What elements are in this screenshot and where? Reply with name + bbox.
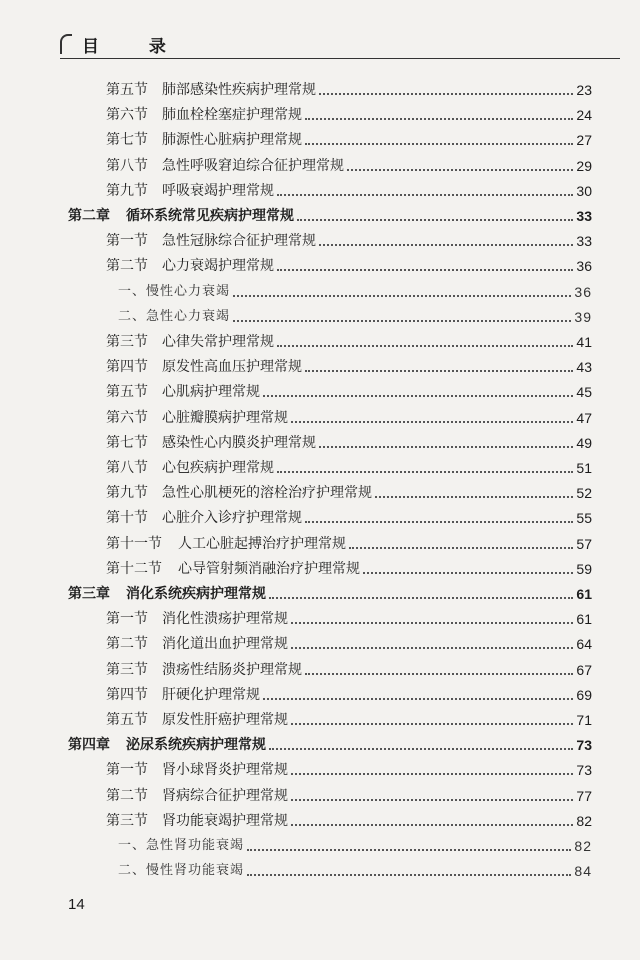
toc-entry-title: 原发性肝癌护理常规 — [162, 712, 288, 728]
dot-leader — [263, 698, 573, 700]
toc-entry-number: 第一节 — [106, 762, 148, 779]
toc-section-row[interactable] — [106, 477, 592, 501]
toc-entry-number: 第六节 — [106, 107, 148, 124]
toc-entry-title: 消化道出血护理常规 — [162, 636, 288, 653]
toc-entry-title: 原发性高血压护理常规 — [162, 359, 302, 376]
dot-leader — [349, 547, 573, 549]
toc-entry-title: 一、急性肾功能衰竭 — [118, 838, 245, 853]
toc-entry-page: 41 — [576, 334, 592, 350]
dot-leader — [269, 597, 573, 599]
dot-leader — [291, 773, 573, 775]
toc-section-row[interactable] — [106, 351, 592, 375]
dot-leader — [319, 93, 573, 95]
dot-leader — [291, 647, 573, 649]
toc-entry-title: 人工心脏起搏治疗护理常规 — [178, 535, 346, 552]
toc-entry-title: 急性呼吸窘迫综合征护理常规 — [162, 157, 344, 174]
toc-chapter-row[interactable] — [68, 729, 592, 753]
toc-entry-page: 73 — [576, 762, 592, 779]
bracket-ornament-icon — [60, 34, 72, 54]
toc-section-row[interactable] — [106, 250, 592, 274]
toc-entry-number: 第七节 — [106, 132, 148, 149]
dot-leader — [247, 849, 571, 851]
toc-entry-number: 第十节 — [106, 510, 148, 527]
toc-entry-number: 第七节 — [106, 434, 148, 451]
toc-entry-number: 第八节 — [106, 460, 148, 476]
toc-entry-title: 肺部感染性疾病护理常规 — [162, 82, 316, 98]
toc-entry-number: 第二节 — [106, 787, 148, 804]
toc-entry-title: 循环系统常见疾病护理常规 — [126, 208, 294, 224]
toc-entry-title: 心肌病护理常规 — [162, 384, 260, 401]
toc-entry-page: 61 — [576, 611, 592, 628]
page-title: 目 录 — [82, 37, 188, 57]
toc-entry-page: 33 — [576, 233, 592, 250]
toc-entry-title: 消化性溃疡护理常规 — [162, 611, 288, 628]
dot-leader — [305, 143, 573, 145]
dot-leader — [375, 496, 573, 498]
toc-entry-page: 82 — [574, 838, 592, 854]
dot-leader — [319, 446, 573, 448]
toc-entry-title: 心脏介入诊疗护理常规 — [162, 510, 302, 527]
dot-leader — [233, 320, 571, 322]
dot-leader — [305, 521, 573, 523]
dot-leader — [291, 723, 573, 725]
toc-entry-title: 肺血栓栓塞症护理常规 — [162, 107, 302, 124]
toc-section-row[interactable] — [106, 427, 592, 451]
dot-leader — [291, 622, 573, 624]
toc-section-row[interactable] — [106, 452, 592, 476]
dot-leader — [319, 244, 573, 246]
toc-subsection-row[interactable] — [118, 855, 592, 879]
dot-leader — [305, 118, 573, 120]
toc-entry-number: 第十一节 — [106, 535, 162, 552]
toc-entry-number: 第四节 — [106, 686, 148, 703]
toc-entry-number: 第十二节 — [106, 560, 162, 577]
header-rule — [60, 58, 620, 59]
toc-entry-page: 84 — [574, 863, 592, 880]
dot-leader — [277, 471, 573, 473]
dot-leader — [291, 824, 573, 826]
dot-leader — [277, 194, 573, 196]
dot-leader — [269, 748, 573, 750]
toc-entry-number: 第三章 — [68, 586, 110, 602]
toc-entry-page: 47 — [576, 409, 592, 426]
toc-entry-number: 第二章 — [68, 208, 110, 224]
toc-entry-page: 71 — [576, 712, 592, 728]
toc-entry-number: 第九节 — [106, 182, 148, 199]
toc-entry-page: 33 — [576, 208, 592, 224]
dot-leader — [233, 295, 571, 297]
toc-entry-title: 肾功能衰竭护理常规 — [162, 812, 288, 829]
toc-entry-number: 第四节 — [106, 359, 148, 376]
toc-entry-page: 24 — [576, 107, 592, 124]
toc-section-row[interactable] — [106, 754, 592, 778]
toc-entry-page: 29 — [576, 157, 592, 174]
toc-entry-number: 第八节 — [106, 157, 148, 174]
toc-section-row[interactable] — [106, 654, 592, 678]
toc-entry-title: 肺源性心脏病护理常规 — [162, 132, 302, 149]
toc-section-row[interactable] — [106, 628, 592, 652]
toc-entry-page: 82 — [576, 812, 592, 829]
toc-entry-page: 27 — [576, 132, 592, 149]
toc-section-row[interactable] — [106, 99, 592, 123]
dot-leader — [305, 370, 573, 372]
toc-section-row[interactable] — [106, 376, 592, 400]
toc-entry-number: 第三节 — [106, 812, 148, 829]
toc-entry-number: 第五节 — [106, 82, 148, 98]
toc-entry-title: 心律失常护理常规 — [162, 334, 274, 350]
toc-subsection-row[interactable] — [118, 301, 592, 325]
dot-leader — [297, 219, 573, 221]
toc-entry-title: 二、慢性肾功能衰竭 — [118, 863, 245, 879]
dot-leader — [347, 169, 573, 171]
toc-entry-title: 泌尿系统疾病护理常规 — [126, 737, 266, 754]
toc-entry-number: 第四章 — [68, 737, 110, 754]
dot-leader — [291, 421, 573, 423]
toc-entry-title: 一、慢性心力衰竭 — [118, 283, 231, 299]
toc-entry-number: 第五节 — [106, 384, 148, 401]
toc-subsection-row[interactable] — [118, 830, 592, 854]
toc-entry-number: 第六节 — [106, 409, 148, 426]
toc-section-row[interactable] — [106, 553, 592, 577]
toc-entry-page: 64 — [576, 636, 592, 653]
toc-entry-title: 急性心肌梗死的溶栓治疗护理常规 — [162, 485, 372, 502]
toc-entry-page: 45 — [576, 384, 592, 401]
toc-entry-title: 感染性心内膜炎护理常规 — [162, 434, 316, 451]
toc-section-row[interactable] — [106, 326, 592, 350]
toc-entry-page: 36 — [574, 283, 592, 300]
toc-entry-number: 第二节 — [106, 258, 148, 275]
toc-entry-title: 肾病综合征护理常规 — [162, 787, 288, 804]
toc-entry-page: 51 — [576, 460, 592, 476]
dot-leader — [263, 395, 573, 397]
toc-entry-page: 49 — [576, 434, 592, 451]
toc-entry-title: 急性冠脉综合征护理常规 — [162, 233, 316, 250]
toc-section-row[interactable] — [106, 603, 592, 627]
dot-leader — [247, 874, 571, 876]
dot-leader — [291, 799, 573, 801]
toc-entry-title: 心力衰竭护理常规 — [162, 258, 274, 275]
toc-entry-number: 第二节 — [106, 636, 148, 653]
toc-entry-page: 57 — [576, 535, 592, 552]
dot-leader — [305, 673, 573, 675]
toc-section-row[interactable] — [106, 175, 592, 199]
toc-entry-title: 心导管射频消融治疗护理常规 — [178, 560, 360, 577]
dot-leader — [277, 345, 573, 347]
toc-entry-page: 30 — [576, 182, 592, 199]
toc-entry-page: 59 — [576, 560, 592, 577]
toc-entry-title: 呼吸衰竭护理常规 — [162, 182, 274, 199]
toc-entry-number: 第三节 — [106, 661, 148, 678]
toc-entry-page: 39 — [574, 308, 592, 325]
toc-section-row[interactable] — [106, 74, 592, 98]
toc-entry-title: 消化系统疾病护理常规 — [126, 586, 266, 602]
toc-section-row[interactable] — [106, 805, 592, 829]
toc-entry-number: 第一节 — [106, 233, 148, 250]
toc-entry-number: 第九节 — [106, 485, 148, 502]
toc-entry-title: 心包疾病护理常规 — [162, 460, 274, 476]
toc-entry-page: 43 — [576, 359, 592, 376]
toc-section-row[interactable] — [106, 402, 592, 426]
toc-entry-page: 69 — [576, 686, 592, 703]
toc-section-row[interactable] — [106, 704, 592, 728]
toc-chapter-row[interactable] — [68, 200, 592, 224]
toc-entry-page: 73 — [576, 737, 592, 754]
toc-section-row[interactable] — [106, 679, 592, 703]
toc-entry-title: 肾小球肾炎护理常规 — [162, 762, 288, 779]
toc-entry-title: 溃疡性结肠炎护理常规 — [162, 661, 302, 678]
toc-entry-title: 心脏瓣膜病护理常规 — [162, 409, 288, 426]
toc-section-row[interactable] — [106, 780, 592, 804]
page-number: 14 — [68, 896, 85, 913]
toc-section-row[interactable] — [106, 225, 592, 249]
toc-entry-number: 第五节 — [106, 712, 148, 728]
toc-chapter-row[interactable] — [68, 578, 592, 602]
page-header — [60, 30, 620, 60]
toc-section-row[interactable] — [106, 528, 592, 552]
toc-section-row[interactable] — [106, 124, 592, 148]
toc-entry-number: 第三节 — [106, 334, 148, 350]
toc-section-row[interactable] — [106, 150, 592, 174]
dot-leader — [277, 269, 573, 271]
toc-entry-page: 61 — [576, 586, 592, 602]
toc-entry-title: 肝硬化护理常规 — [162, 686, 260, 703]
toc-section-row[interactable] — [106, 502, 592, 526]
toc-subsection-row[interactable] — [118, 276, 592, 300]
toc-entry-title: 二、急性心力衰竭 — [118, 308, 231, 324]
toc-entry-page: 55 — [576, 510, 592, 527]
toc-entry-page: 36 — [576, 258, 592, 275]
toc-entry-page: 23 — [576, 82, 592, 98]
toc-entry-number: 第一节 — [106, 611, 148, 628]
dot-leader — [363, 572, 573, 574]
toc-entry-page: 52 — [576, 485, 592, 502]
toc-entry-page: 77 — [576, 787, 592, 804]
toc-entry-page: 67 — [576, 661, 592, 678]
